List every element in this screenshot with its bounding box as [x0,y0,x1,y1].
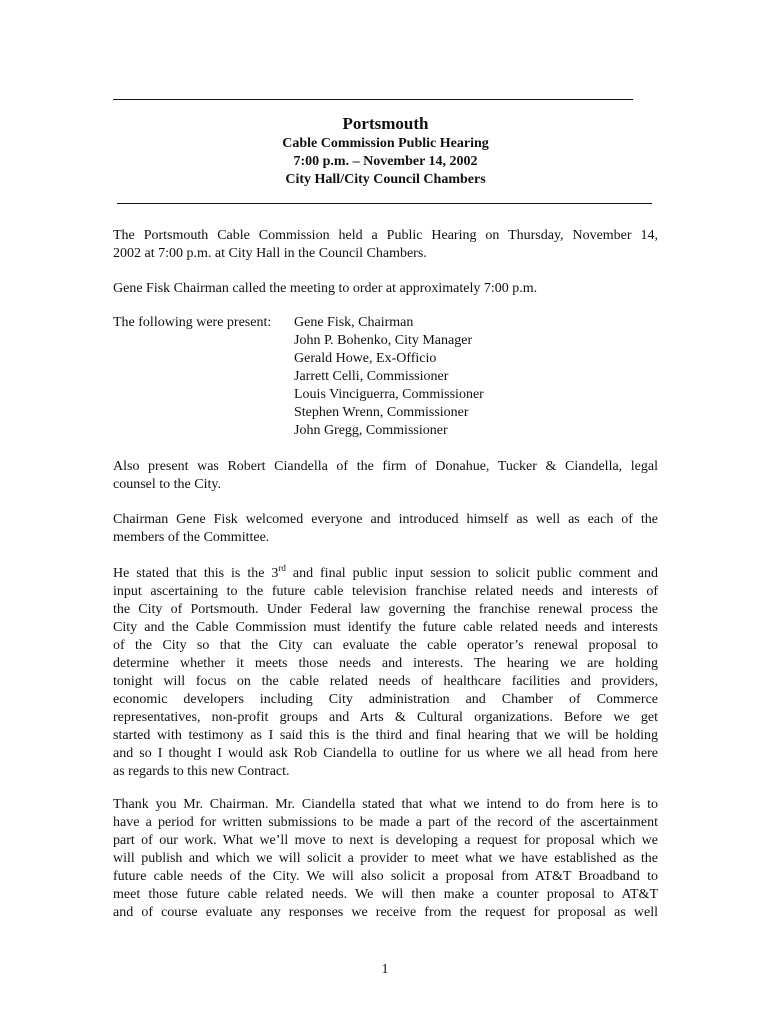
text-line: will publish and which we will solicit a provider to meet what we have established as the [113,851,658,866]
text-line [113,565,658,583]
attendees-label: The following were present: [113,315,272,330]
text-line: economic developers including City administration and Chamber of Commerce [113,692,658,707]
text-line: future cable needs of the City. We will also solicit a proposal from AT&T Broadband to [113,869,658,884]
attendee-name: John P. Bohenko, City Manager [294,333,473,348]
text-line: as regards to this new Contract. [113,764,290,779]
paragraph-opening [113,227,658,263]
text-line: Gene Fisk Chairman called the meeting to order at approximately 7:00 p.m. [113,281,538,296]
text-line: have a period for written submissions to be made a part of the record of the ascertainment [113,815,658,830]
text-line: City and the Cable Commission must identify the future cable related needs and interests [113,620,658,635]
text-line: The Portsmouth Cable Commission held a Public Hearing on Thursday, November 14, [113,228,658,243]
meeting-time: 7:00 p.m. – November 14, 2002 [293,154,478,169]
text-line: representatives, non-profit groups and Arts & Cultural organizations. Before we get [113,710,658,725]
attendee-name: Louis Vinciguerra, Commissioner [294,387,484,402]
text-line: and of course evaluate any responses we receive from the request for proposal as well [113,905,658,920]
text-line: input ascertaining to the future cable television franchise related needs and interests of [113,584,658,599]
text-line: Chairman Gene Fisk welcomed everyone and introduced himself as well as each of the [113,512,658,527]
text-line: 2002 at 7:00 p.m. at City Hall in the Council Chambers. [113,246,427,261]
text-line: members of the Committee. [113,530,270,545]
attendee-name: Stephen Wrenn, Commissioner [294,405,469,420]
text-fragment: and final public input session to solicit public comment and [285,566,658,581]
text-line: determine whether it meets those needs and interests. The hearing we are holding [113,656,658,671]
attendees-list [294,314,484,440]
text-line: Also present was Robert Ciandella of the firm of Donahue, Tucker & Ciandella, legal [113,459,658,474]
attendee-name: Gerald Howe, Ex-Officio [294,351,437,366]
text-line: counsel to the City. [113,477,221,492]
paragraph-next-steps [113,796,658,922]
header-bottom-rule [117,203,652,204]
attendee-name: Gene Fisk, Chairman [294,315,414,330]
text-line: part of our work. What we’ll move to next is developing a request for proposal which we [113,833,658,848]
text-line: started with testimony as I said this is the third and final hearing that we will be holding [113,728,658,743]
attendee-name: Jarrett Celli, Commissioner [294,369,449,384]
paragraph-counsel [113,458,658,494]
paragraph-call-to-order [113,280,658,298]
header-top-rule [113,99,633,100]
document-title: Portsmouth [342,114,429,133]
text-line: and so I thought I would ask Rob Ciandella to outline for us where we all head from here [113,746,658,761]
meeting-name: Cable Commission Public Hearing [282,136,489,151]
text-line: tonight will focus on the cable related needs of healthcare facilities and providers, [113,674,658,689]
text-line: meet those future cable related needs. We will then make a counter proposal to AT&T [113,887,658,902]
paragraph-welcome [113,511,658,547]
text-fragment: He stated that this is the 3 [113,566,279,581]
text-line: the City of Portsmouth. Under Federal law governing the franchise renewal process the [113,602,658,617]
ordinal-suffix: rd [278,563,286,573]
paragraph-hearing-purpose [113,565,658,781]
text-line: of the City so that the City can evaluate the cable operator’s renewal proposal to [113,638,658,653]
meeting-location: City Hall/City Council Chambers [285,172,486,187]
attendee-name: John Gregg, Commissioner [294,423,448,438]
page-number: 1 [381,962,389,977]
text-line: Thank you Mr. Chairman. Mr. Ciandella stated that what we intend to do from here is to [113,797,658,812]
document-header [113,113,658,189]
